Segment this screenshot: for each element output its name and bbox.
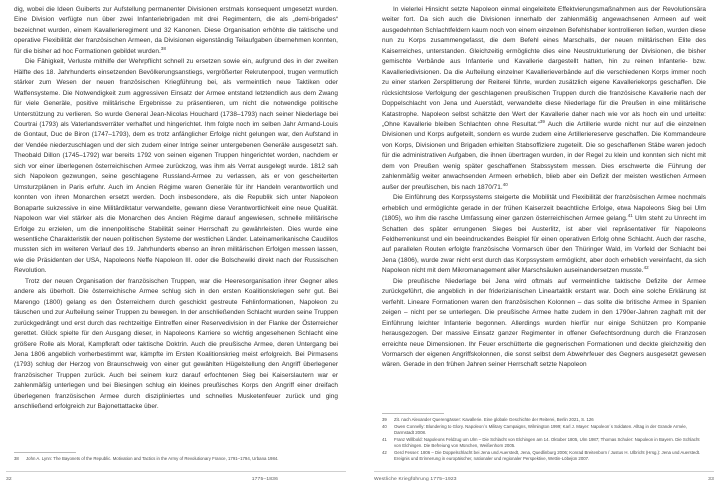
running-foot-left: 1775–1836 bbox=[251, 477, 278, 482]
footnote-number: 40 bbox=[382, 424, 387, 429]
footnote-number: 42 bbox=[382, 450, 387, 455]
paragraph bbox=[14, 277, 338, 413]
paragraph bbox=[382, 5, 706, 193]
paragraph-text: Auch die Artillerie wurde nicht nur auf die einzelnen Divisionen und Korps aufgeteilt, sondern es wurde zudem eine Artilleriereserve geschaffen. Die Kommandeure von Korps, Divisionen und Brigaden erhielten Stabsoffiziere zugeteilt. Die so geschaffenen Stäbe waren jedoch für die administrativen Aufgaben, die ihnen übertragen wurden, in der Regel zu klein und konnten sich nicht mit dem von Preußen wenig später geschaffenen Stabssystem messen. Dies erschwerte die Führung der zahlenmäßig weiter anwachsenden Armeen erheblich, blieb aber ein Defizit der meisten westlichen Armeen außer der preußischen, bis nach 1870/71. bbox=[382, 120, 707, 191]
page-number-left: 32 bbox=[6, 477, 12, 482]
paragraph-text: Die Fähigkeit, Verluste mithilfe der Wehrpflicht schnell zu ersetzen sowie ein, aufgrund des in der zweiten Hälfte des 18. Jahrhunderts einsetzenden Bevölkerungsanstiegs, vergrößerter Rekrutenpool, trugen vermutlich stärker zum Wesen der neuen französischen Kriegführung bei, als vermeintlich neue Taktiken oder Waffensysteme. Die Notwendigkeit zum aggressiven Einsatz der Armee entstand letztendlich aus dem Zwang für viele Generäle, positive militärische Ergebnisse zu präsentieren, um nicht die notwendige politische Unterstützung zu verlieren. So wurde General Jean-Nicolas Houchard (1738–1793) nach seiner Niederlage bei Courtrai (1793) als Vaterlandsverräter verhaftet und hingerichtet. Ihm folgte noch im selben Jahr Armand-Louis de Gontaut, Duc de Biron (1747–1793), dem es trotz anfänglicher Erfolge nicht gelungen war, den Aufstand in der Vendée niederzuschlagen und der sich zudem einer Intrige seiner untergebenen Generäle ausgesetzt sah. Theobald Dillon (1745–1792) war bereits 1792 von seinen eigenen Truppen hingerichtet worden, nachdem er sich vor einer überlegenen österreichischen Armee zurückzog, was ihm als Verrat ausgelegt wurde. 1812 sah sich Napoleon gezwungen, seine geschlagene Russland-Armee zu verlassen, als er von gescheiterten Umsturzplänen in Paris erfuhr. Auch im Ancien Régime waren Generäle für ihr Handeln verantwortlich und konnten von ihren Monarchen ersetzt werden. Doch insbesondere, als die Republik sich unter Napoleon Bonaparte sukzessive in eine Militärdiktatur verwandelte, gewann diese Verantwortlichkeit eine neue Qualität. Napoleon war viel stärker als die Monarchen des Ancien Régime darauf angewiesen, schnelle militärische Erfolge zu erzielen, um die innenpolitische Stabilität seiner Herrschaft zu gewährleisten. Dies wurde eine wesentliche Charakteristik der neuen politischen Systeme der westlichen Länder. Lateinamerikanische Caudillos mussten sich im weiteren Verlauf des 19. Jahrhunderts ebenso an ihren militärischen Erfolgen messen lassen, wie die Präsidenten der USA, Napoleons Neffe Napoleon III. oder die Bolschewiki direkt nach der Russischen Revolution. bbox=[14, 58, 338, 275]
paragraph-text: Die preußische Niederlage bei Jena wird oftmals auf vermeintliche taktische Defizite der Armee zurückgeführt, die angeblich in der friderizianischen Lineartaktik erstarrt war. Doch eine solche Erklärung ist verfehlt. Lineare Formationen waren den französischen Kolonnen – das sollte die britische Armee in Spanien zeigen – nicht per se unterlegen. Die preußische Armee hatte zudem in den 1790er-Jahren zaghaft mit der Einführung leichter Infanterie begonnen. Allerdings wurden hierfür nur einige Schützen pro Kompanie herausgezogen. Der massive Einsatz ganzer Regimenter in offener Gefechtsordnung durch die Franzosen erreichte neue Dimensionen. Ihr Feuer erschütterte die gegnerischen Formationen und deckte gleichzeitig den Vormarsch der eigenen Angriffskolonnen, die sonst selbst dem Abwehrfeuer des Gegners ausgesetzt gewesen wären. Gerade in den frühen Jahren seiner Herrschaft setzte Napoleon bbox=[382, 277, 706, 369]
footnote-item bbox=[382, 424, 706, 436]
right-page-body bbox=[382, 5, 706, 371]
paragraph bbox=[382, 277, 706, 371]
right-footnotes bbox=[382, 413, 706, 463]
paragraph bbox=[14, 5, 338, 57]
footnote-item bbox=[14, 456, 338, 462]
footnote-marker[interactable]: 42 bbox=[643, 265, 649, 271]
foot-rule bbox=[6, 471, 346, 472]
footnote-marker[interactable]: 40 bbox=[502, 181, 508, 187]
footnote-marker[interactable]: 39 bbox=[539, 118, 545, 124]
footnote-separator-rule bbox=[14, 452, 76, 453]
footnote-text: John A. Lynn: The Bayonets of the Republic. Motivation and Tactics in the Army of Revolutionary France, 1791–1794, Urbana 1984. bbox=[26, 456, 279, 462]
right-running-foot bbox=[374, 471, 714, 485]
footnote-item bbox=[382, 417, 706, 423]
footnote-text: Gerd Fesser: 1806 – Die Doppelschlacht bei Jena und Auerstedt, Jena, Quedlinburg 2006; Konrad Breitenborn / Justus H. Ulbricht (Hrsg.): Jena und Auerstedt. Ereignis und Erinnerung in europäischer, nationaler und regionaler Perspektive, Wettin-Löbejün 2007. bbox=[394, 450, 701, 462]
footnote-number: 38 bbox=[14, 456, 19, 462]
footnote-marker[interactable]: 38 bbox=[160, 45, 166, 51]
left-page-body bbox=[14, 5, 338, 413]
footnote-marker[interactable]: 41 bbox=[627, 212, 633, 218]
footnote-text: Owen Connelly: Blundering to Glory. Napoleon´s Military Campaigns, Wilmington 1999; Karl J. Mayer: Napoleon´s Soldaten. Alltag in der Grande Armée, Darmstadt 2008. bbox=[394, 424, 688, 436]
paragraph bbox=[382, 193, 706, 277]
page-right bbox=[360, 0, 720, 493]
left-running-foot bbox=[6, 471, 346, 485]
footnote-item bbox=[382, 437, 706, 449]
running-foot-right: Westliche Kriegführung 1775–1923 bbox=[374, 477, 457, 482]
paragraph-text: dig, wobei die Ideen Guiberts zur Aufstellung permanenter Divisionen erstmals konsequent umgesetzt wurden. Eine Division verfügte nun über zwei Infanteriebrigaden mit drei Regimentern, die als „demi-brigades“ bezeichnet wurden, einem Kavallerieregiment und 32 Kanonen. Diese Organisation erhöhte die taktische und operative Flexibilität der französischen Armeen, da Divisionen eigenständig Teilaufgaben übernehmen konnten, für die bisher ad hoc Formationen gebildet wurden. bbox=[14, 6, 338, 55]
paragraph-text: Ulm steht zu Unrecht im Schatten des später errungenen Sieges bei Austerlitz, ist aber viel repräsentativer für Napoleons Feldherrenkunst und ein beeindruckendes Beispiel für einen operativen Erfolg ohne Schlacht. Auch der rasche, auf parallelen Routen erfolgte französische Vormarsch über den Thüringer Wald, im Vorfeld der Schlacht bei Jena (1806), wurde zwar nicht erst durch das Korpssystem ermöglicht, aber doch erheblich vereinfacht, da sich Napoleon nicht mit dem Mikromanagement aller Marschsäulen auseinandersetzen musste. bbox=[382, 215, 706, 275]
footnote-number: 41 bbox=[382, 437, 387, 442]
paragraph bbox=[14, 57, 338, 277]
footnote-text: Franz Willbold: Napoleons Feldzug um Ulm – Die Schlacht von Elchingen am 14. Oktober 1805, Ulm 1987; Thomas Schuler: Napoleon in Bayern. Die Schlacht von Elchingen. Die Befreiung von München, Weißenhorn 2005. bbox=[394, 437, 700, 449]
paragraph-text: Trotz der neuen Organisation der französischen Truppen, war die Heeresorganisation ihrer Gegner alles andere als überholt. Die österreichische Armee schlug sich in den ersten Koalitionskriegen sehr gut. Bei Marengo (1800) gelang es den Österreichern durch geschickt gestreute Fehlinformationen, Napoleon zu täuschen und zur Aufteilung seiner Truppen zu bewegen. In der anschließenden Schlacht wurden seine Truppen zurückgedrängt und erst durch das rechtzeitige Eintreffen einer Reservedivision in der Flanke der Österreicher gerettet. Glück spielte für den Ausgang dieser, in Napoleons Karriere so wichtig angesehenen Schlacht eine größere Rolle als Moral, Kampfkraft oder taktische Doktrin. Auch die preußische Armee, deren Untergang bei Jena 1806 angeblich vorherbestimmt war, kämpfte im Ersten Koalitionskrieg meist erfolgreich. Bei Pirmasens (1793) schlug der Herzog von Braunschweig von einer gut gewählten Hügelstellung den Angriff überlegener französischer Truppen zurück. Auch bei seinem kurz darauf erfochtenen Sieg bei Kaiserslautern war er zahlenmäßig unterlegen und bei Biesingen schlug ein kleines preußisches Korps den Angriff einer dreifach überlegenen französischen Armee durch diszipliniertes und schnelles Musketenfeuer zurück und ging anschließend erfolgreich zur Bajonettattacke über. bbox=[14, 277, 338, 411]
footnote-separator-rule bbox=[382, 413, 444, 414]
footnote-number: 39 bbox=[382, 417, 387, 423]
footnote-item bbox=[382, 450, 706, 462]
paragraph-text: In vielerlei Hinsicht setzte Napoleon einmal eingeleitete Effektvierungsmaßnahmen aus der Revolutionsära weiter fort. Da sich auch die Divisionen innerhalb der zahlenmäßig angewachsenen Armeen auf weit ausgedehnten Schlachtfeldern kaum noch von einem einzelnen Befehlshaber kontrollieren ließen, wurden diese nun zu Korps zusammengefasst, die dem Befehl eines Marschalls, der neuen militärischen Elite des Kaiserreiches, unterstanden. Gleichzeitig ermöglichte dies eine Neustrukturierung der Divisionen, die bisher gemischte Verbände aus Infanterie und Kavallerie dargestellt hatten, hin zu reinen Infanterie- bzw. Kavalleriedivisionen. Da die Aufteilung einzelner Kavallerieverbände auf die verschiedenen Korps immer noch zu einer starken Zersplitterung der Reiterei führte, wurden zusätzlich eigene Kavalleriekorps geschaffen. Die rücksichtslose Verfolgung der geschlagenen preußischen Truppen durch die französische Kavallerie nach der Doppelschlacht von Jena und Auerstädt, verwandelte diese Niederlage für die Preußen in eine militärische Katastrophe. Napoleon selbst schätzte den Wert der Kavallerie daher nach wie vor als hoch ein und urteilte: „Ohne Kavallerie bleiben Schlachten ohne Resultat.“ bbox=[382, 6, 706, 128]
page-number-right: 33 bbox=[708, 477, 714, 482]
footnote-text: Zit. nach Alexander Querengässer: Kavallerie. Eine globale Geschichte der Reiterei, Berlin 2021, S. 126 bbox=[394, 417, 594, 423]
paragraph-text: Die Einführung des Korpssystems steigerte die Mobilität und Flexibilität der französischen Armee nochmals erheblich und ermöglichte gerade in der frühen Kaiserzeit beachtliche Erfolge, etwa Napoleons Sieg bei Ulm (1805), wo ihm die rasche Umfassung einer ganzen österreichischen Armee gelang. bbox=[382, 194, 706, 223]
left-footnotes bbox=[14, 452, 338, 463]
foot-rule bbox=[374, 471, 714, 472]
